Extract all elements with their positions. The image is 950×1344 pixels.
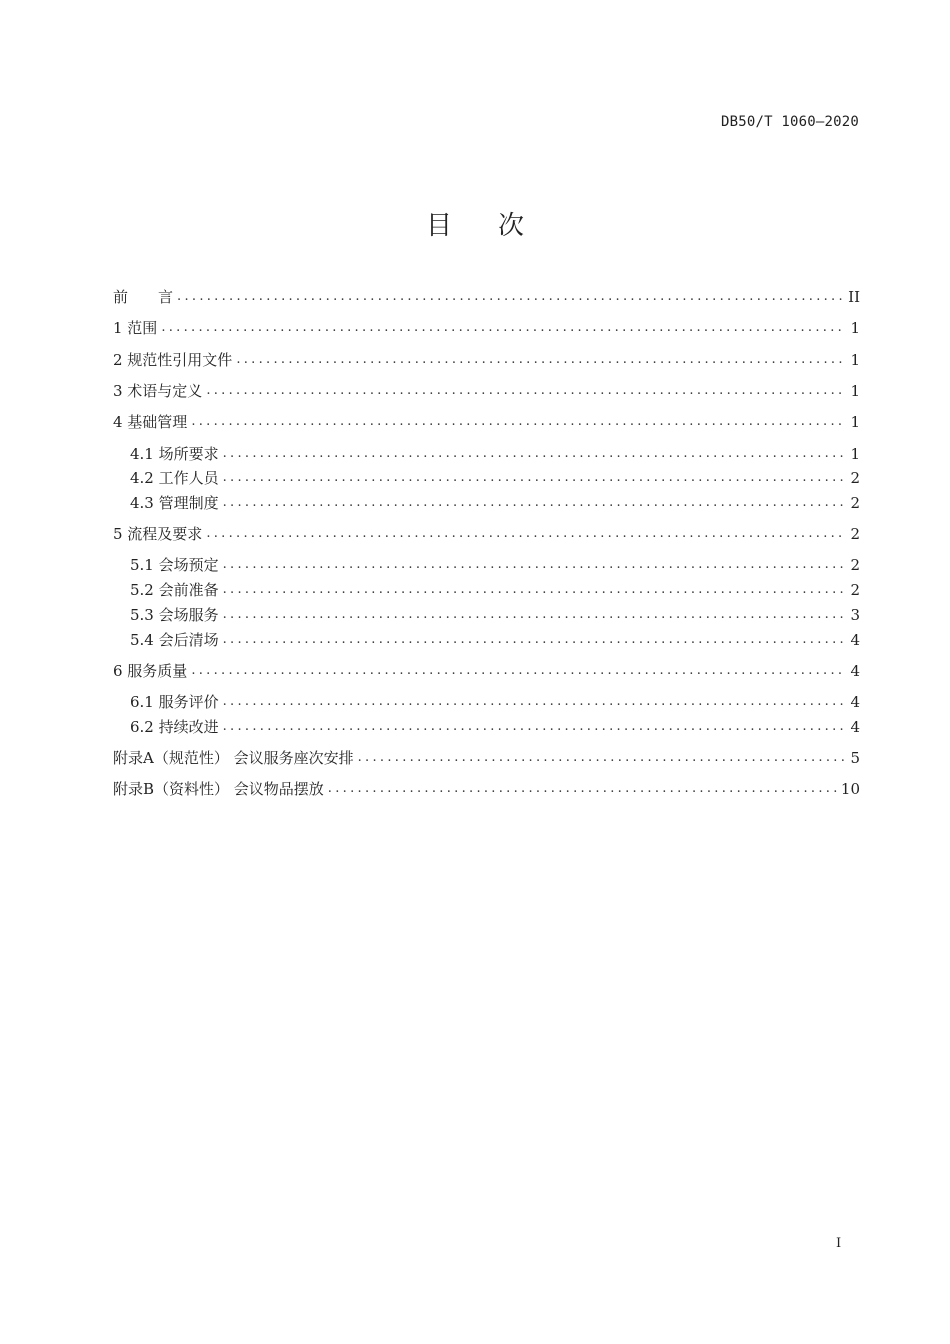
toc-entry-label: 6.2 持续改进	[130, 718, 219, 736]
toc-leader-dots	[161, 317, 846, 339]
toc-leader-dots	[191, 660, 846, 682]
standard-code: DB50/T 1060—2020	[720, 114, 859, 130]
toc-entry[interactable]	[113, 286, 860, 308]
toc-entry-label: 5.1 会场预定	[130, 556, 219, 574]
toc-entry-label: 4.3 管理制度	[130, 494, 219, 512]
toc-entry[interactable]	[113, 778, 860, 800]
toc-leader-dots	[177, 286, 844, 308]
toc-leader-dots	[223, 716, 847, 738]
toc-entry-page: 2	[850, 525, 860, 543]
toc-entry-label: 6.1 服务评价	[130, 693, 219, 711]
toc-entry[interactable]	[130, 629, 860, 651]
toc-entry-page: 2	[850, 494, 860, 512]
page-number: I	[836, 1236, 842, 1251]
toc-entry[interactable]	[113, 411, 860, 433]
toc-leader-dots	[223, 443, 847, 465]
toc-leader-dots	[223, 467, 847, 489]
toc-entry-page: 10	[840, 780, 860, 798]
toc-entry[interactable]	[113, 747, 860, 769]
toc-entry-label: 4.2 工作人员	[130, 469, 219, 487]
toc-entry[interactable]	[113, 660, 860, 682]
toc-leader-dots	[358, 747, 847, 769]
toc-entry-label: 5.2 会前准备	[130, 581, 219, 599]
toc-entry-label: 附录A（规范性） 会议服务座次安排	[113, 749, 354, 767]
toc-entry-label: 5 流程及要求	[113, 525, 203, 543]
toc-entry-label: 前 言	[113, 288, 174, 306]
toc-leader-dots	[223, 691, 847, 713]
toc-entry-label: 1 范围	[113, 319, 158, 337]
toc-leader-dots	[223, 579, 847, 601]
toc-entry-page: 3	[850, 606, 860, 624]
toc-entry[interactable]	[130, 579, 860, 601]
toc-entry-label: 附录B（资料性） 会议物品摆放	[113, 780, 324, 798]
toc-leader-dots	[206, 523, 846, 545]
toc-entry-page: 4	[850, 662, 860, 680]
toc-entry-label: 5.3 会场服务	[130, 606, 219, 624]
toc-entry[interactable]	[130, 443, 860, 465]
toc-entry[interactable]	[113, 380, 860, 402]
toc-entry[interactable]	[130, 492, 860, 514]
toc-entry[interactable]	[113, 317, 860, 339]
toc-entry[interactable]	[130, 691, 860, 713]
toc-leader-dots	[223, 492, 847, 514]
toc-entry-page: 5	[850, 749, 860, 767]
toc-leader-dots	[223, 554, 847, 576]
page-title: 目次	[425, 211, 570, 241]
toc-entry-page: 4	[850, 631, 860, 649]
toc-leader-dots	[328, 778, 837, 800]
toc-entry[interactable]	[113, 349, 860, 371]
toc-entry[interactable]	[130, 716, 860, 738]
toc-entry-label: 4 基础管理	[113, 413, 188, 431]
toc-entry-page: 2	[850, 556, 860, 574]
toc-entry[interactable]	[113, 523, 860, 545]
toc-leader-dots	[236, 349, 846, 371]
toc-entry-label: 5.4 会后清场	[130, 631, 219, 649]
toc-entry-page: 2	[850, 469, 860, 487]
toc-entry-page: 1	[850, 351, 860, 369]
toc-entry-label: 2 规范性引用文件	[113, 351, 233, 369]
toc-entry-label: 4.1 场所要求	[130, 445, 219, 463]
toc-entry-label: 6 服务质量	[113, 662, 188, 680]
toc-entry-page: 4	[850, 718, 860, 736]
toc-entry[interactable]	[130, 604, 860, 626]
toc-leader-dots	[191, 411, 846, 433]
toc-entry-page: II	[848, 288, 860, 306]
toc-leader-dots	[223, 629, 847, 651]
toc-entry-page: 1	[850, 319, 860, 337]
toc-entry-page: 1	[850, 413, 860, 431]
toc-entry-label: 3 术语与定义	[113, 382, 203, 400]
toc-entry-page: 4	[850, 693, 860, 711]
toc-entry-page: 1	[850, 445, 860, 463]
toc-entry-page: 1	[850, 382, 860, 400]
toc-entry-page: 2	[850, 581, 860, 599]
toc-entry[interactable]	[130, 467, 860, 489]
toc-leader-dots	[223, 604, 847, 626]
toc-entry[interactable]	[130, 554, 860, 576]
toc-leader-dots	[206, 380, 846, 402]
